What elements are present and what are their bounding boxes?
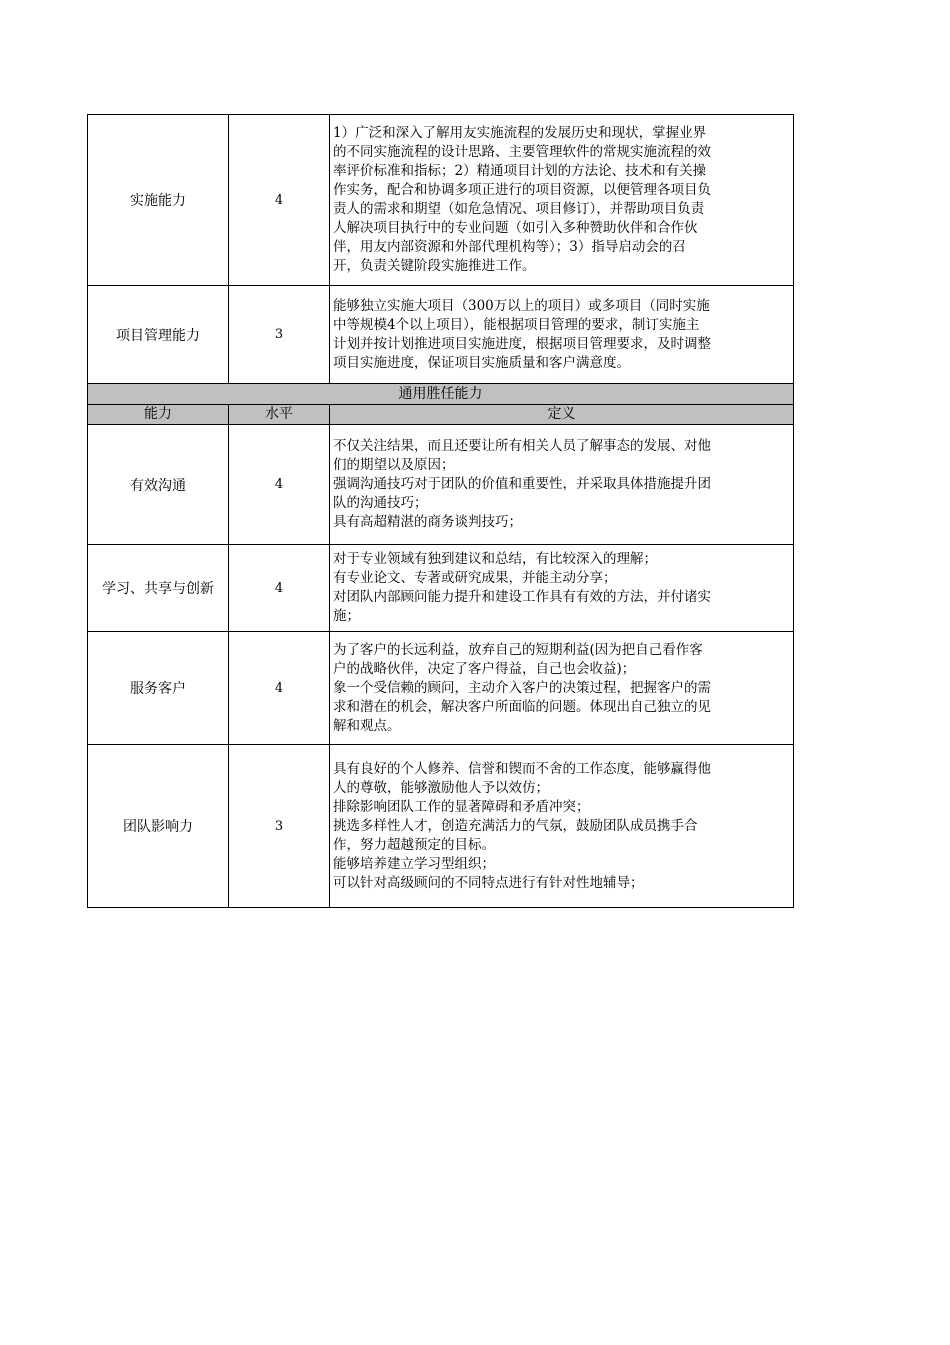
definition-line: 求和潜在的机会，解决客户所面临的问题。体现出自己独立的见 bbox=[333, 698, 711, 715]
definition-line: 象一个受信赖的顾问，主动介入客户的决策过程，把握客户的需 bbox=[333, 679, 711, 696]
ability-cell: 服务客户 bbox=[88, 632, 229, 745]
table-row bbox=[88, 545, 794, 632]
table-row bbox=[88, 745, 794, 908]
level-cell: 4 bbox=[229, 545, 330, 632]
definition-line: 具有高超精湛的商务谈判技巧； bbox=[333, 514, 522, 530]
definition-line: 的不同实施流程的设计思路、主要管理软件的常规实施流程的效 bbox=[333, 144, 711, 160]
definition-line: 伴，用友内部资源和外部代理机构等）；3）指导启动会的召 bbox=[333, 239, 686, 255]
definition-line: 项目实施进度，保证项目实施质量和客户满意度。 bbox=[333, 354, 630, 371]
definition-cell bbox=[330, 545, 794, 632]
level-cell: 4 bbox=[229, 632, 330, 745]
definition-cell bbox=[330, 745, 794, 908]
ability-cell: 有效沟通 bbox=[88, 425, 229, 545]
definition-line: 们的期望以及原因； bbox=[333, 457, 455, 473]
definition-line: 为了客户的长远利益，放弃自己的短期利益(因为把自己看作客 bbox=[333, 641, 703, 658]
level-cell: 3 bbox=[229, 745, 330, 908]
definition-cell bbox=[330, 286, 794, 384]
ability-cell: 团队影响力 bbox=[88, 745, 229, 908]
definition-line: 队的沟通技巧； bbox=[333, 495, 428, 511]
definition-cell bbox=[330, 425, 794, 545]
definition-line: 户的战略伙伴，决定了客户得益，自己也会收益)； bbox=[333, 660, 636, 677]
level-cell: 4 bbox=[229, 115, 330, 286]
definition-line: 施； bbox=[333, 608, 360, 624]
definition-line: 有专业论文、专著或研究成果，并能主动分享； bbox=[333, 570, 617, 586]
definition-line: 能够培养建立学习型组织； bbox=[333, 855, 495, 872]
definition-line: 作实务，配合和协调多项正进行的项目资源，以便管理各项目负 bbox=[333, 182, 711, 198]
level-cell: 3 bbox=[229, 286, 330, 384]
definition-line: 1）广泛和深入了解用友实施流程的发展历史和现状，掌握业界 bbox=[333, 125, 707, 141]
definition-line: 人的尊敬，能够激励他人予以效仿； bbox=[333, 779, 549, 796]
definition-cell bbox=[330, 115, 794, 286]
definition-line: 强调沟通技巧对于团队的价值和重要性，并采取具体措施提升团 bbox=[333, 476, 711, 492]
level-cell: 4 bbox=[229, 425, 330, 545]
section-title-row bbox=[88, 384, 794, 405]
definition-line: 能够独立实施大项目（300万以上的项目）或多项目（同时实施 bbox=[333, 297, 710, 314]
definition-line: 人解决项目执行中的专业问题（如引入多种赞助伙伴和合作伙 bbox=[333, 220, 698, 236]
table-row bbox=[88, 632, 794, 745]
definition-line: 中等规模4个以上项目），能根据项目管理的要求，制订实施主 bbox=[333, 316, 700, 333]
definition-line: 作，努力超越预定的目标。 bbox=[333, 836, 495, 853]
header-definition: 定义 bbox=[330, 405, 794, 425]
definition-line: 排除影响团队工作的显著障碍和矛盾冲突； bbox=[333, 798, 590, 815]
definition-cell bbox=[330, 632, 794, 745]
ability-cell: 学习、共享与创新 bbox=[88, 545, 229, 632]
competency-table bbox=[87, 114, 794, 908]
definition-line: 率评价标准和指标；2）精通项目计划的方法论、技术和有关操 bbox=[333, 163, 707, 179]
definition-line: 可以针对高级顾问的不同特点进行有针对性地辅导； bbox=[333, 874, 644, 891]
definition-line: 计划并按计划推进项目实施进度，根据项目管理要求，及时调整 bbox=[333, 335, 711, 352]
definition-line: 具有良好的个人修养、信誉和锲而不舍的工作态度，能够赢得他 bbox=[333, 760, 711, 777]
header-ability: 能力 bbox=[88, 405, 229, 425]
definition-line: 解和观点。 bbox=[333, 717, 401, 734]
header-level: 水平 bbox=[229, 405, 330, 425]
header-row bbox=[88, 405, 794, 425]
section-title: 通用胜任能力 bbox=[88, 384, 794, 405]
ability-cell: 实施能力 bbox=[88, 115, 229, 286]
definition-line: 开，负责关键阶段实施推进工作。 bbox=[333, 258, 536, 274]
definition-line: 对团队内部顾问能力提升和建设工作具有有效的方法，并付诸实 bbox=[333, 589, 711, 605]
table-row bbox=[88, 286, 794, 384]
definition-line: 挑选多样性人才，创造充满活力的气氛，鼓励团队成员携手合 bbox=[333, 817, 698, 834]
definition-line: 责人的需求和期望（如危急情况、项目修订），并帮助项目负责 bbox=[333, 201, 705, 217]
ability-cell: 项目管理能力 bbox=[88, 286, 229, 384]
table-row bbox=[88, 115, 794, 286]
definition-line: 不仅关注结果，而且还要让所有相关人员了解事态的发展、对他 bbox=[333, 438, 711, 454]
definition-line: 对于专业领域有独到建议和总结，有比较深入的理解； bbox=[333, 551, 657, 567]
table-row bbox=[88, 425, 794, 545]
